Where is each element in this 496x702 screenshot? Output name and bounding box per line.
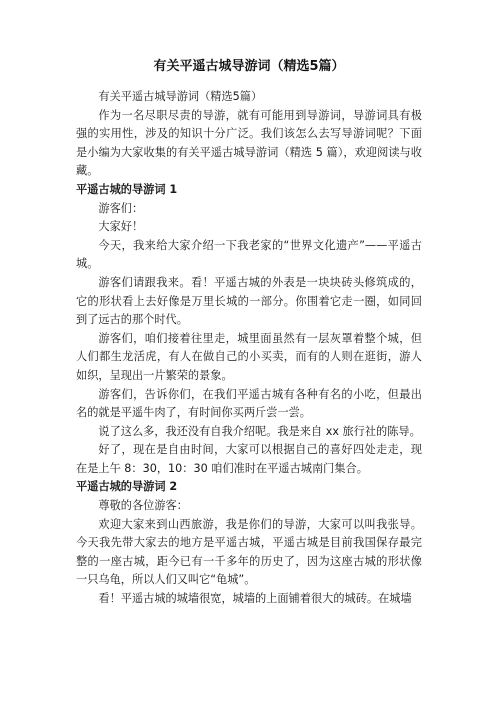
body-paragraph: 游客们，咱们接着往里走，城里面虽然有一层灰罩着整个城，但人们都生龙活虎，有人在做自己的小买卖，而有的人则在逛街，游人如织，呈现出一片繁荣的景象。 [76,331,422,382]
body-paragraph: 有关平遥古城导游词（精选5篇） [98,90,263,103]
body-paragraph: 尊敬的各位游客： [98,499,188,513]
document-body [76,88,422,609]
body-paragraph: 说了这么多，我还没有自我介绍呢。我是来自 xx 旅行社的陈导。 [98,424,421,438]
section-heading: 平遥古城的导游词 2 [76,480,178,494]
document-title: 有关平遥古城导游词（精选5篇） [153,59,345,74]
body-paragraph: 看！平遥古城的城墙很宽，城墙的上面铺着很大的城砖。在城墙 [98,592,412,606]
body-paragraph: 游客们： [98,201,144,215]
body-paragraph: 今天，我来给大家介绍一下我老家的“世界文化遗产”——平遥古城。 [76,238,422,271]
body-paragraph: 游客们请跟我来。看！平遥古城的外表是一块块砖头修筑成的，它的形状看上去好像是万里长城的一部分。你围着它走一圈，如同回到了远古的那个时代。 [76,275,422,327]
body-paragraph: 大家好！ [98,220,144,234]
section-heading: 平遥古城的导游词 1 [76,182,178,196]
body-paragraph: 好了，现在是自由时间，大家可以根据自己的喜好四处走走，现在是上午 8：30，10：30 咱们准时在平遥古城南门集合。 [76,443,422,475]
body-paragraph: 作为一名尽职尽责的导游，就有可能用到导游词，导游词具有极强的实用性，涉及的知识十分广泛。我们该怎么去写导游词呢？下面是小编为大家收集的有关平遥古城导游词（精选 5 篇），欢迎阅读与收藏。 [76,108,422,178]
body-paragraph: 欢迎大家来到山西旅游，我是你们的导游，大家可以叫我张导。今天我先带大家去的地方是平遥古城，平遥古城是目前我国保存最完整的一座古城，距今已有一千多年的历史了，因为这座古城的形状像一只乌龟，所以人们又叫它“龟城”。 [76,517,422,587]
body-paragraph: 游客们，告诉你们，在我们平遥古城有各种有名的小吃，但最出名的就是平遥牛肉了，有时间你买两斤尝一尝。 [76,387,422,420]
